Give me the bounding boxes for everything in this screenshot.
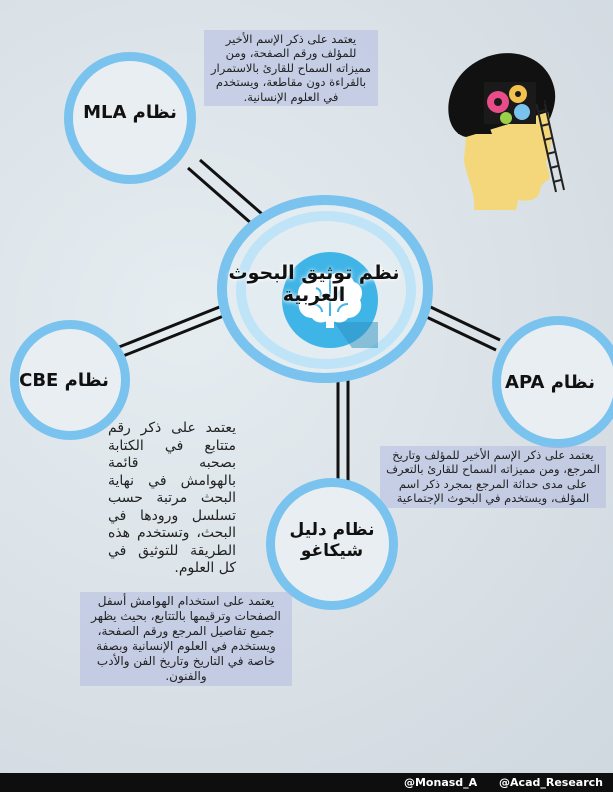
head-gears-illustration [436, 42, 566, 212]
cbe-label: نظام CBE [19, 370, 109, 391]
chicago-label-line1: نظام دليل [289, 520, 375, 540]
footer-handle-acad[interactable]: @Acad_Research [499, 776, 603, 789]
chicago-description: يعتمد على استخدام الهوامش أسفل الصفحات وترقيمها بالتتابع، بحيث يظهر جميع تفاصيل المرجع ورقم الصفحة، ويستخدم في العلوم الإنسانية وبصفة خاصة في التاريخ وتاريخ الفن والأدب والفنون. [80, 592, 292, 686]
page-title: نظم توثيق البحوث العربية [228, 262, 400, 306]
apa-description: يعتمد على ذكر الإسم الأخير للمؤلف وتاريخ المرجع، ومن مميزاته السماح للقارئ بالتعرف على مدى حداثة المرجع بمجرد ذكر اسم المؤلف، ويستخدم في البحوث الإجتماعية [380, 446, 606, 508]
apa-label: نظام APA [505, 372, 595, 393]
gear-icon [514, 104, 530, 120]
connector-cbe [104, 302, 232, 353]
cbe-description: يعتمد على ذكر رقم متتابع في الكتابة بصحبه قائمة بالهوامش في نهاية البحث مرتبة حسب تسلسل ورودها في البحث، وتستخدم هذه الطريقة للتوثيق في كل العلوم. [108, 420, 236, 576]
gear-icon [500, 112, 512, 124]
chicago-label [282, 520, 382, 563]
footer-handle-monasd[interactable]: @Monasd_A [403, 776, 478, 789]
chicago-label-line2: شيكاغو [300, 541, 364, 562]
footer-bar [0, 773, 613, 792]
mla-description: يعتمد على ذكر الإسم الأخير للمؤلف ورقم الصفحة، ومن مميزاته السماح للقارئ بالاستمرار بالقراءة دون مقاطعة، ويستخدم في العلوم الإنسانية. [204, 30, 378, 106]
mla-label: نظام MLA [83, 102, 177, 123]
